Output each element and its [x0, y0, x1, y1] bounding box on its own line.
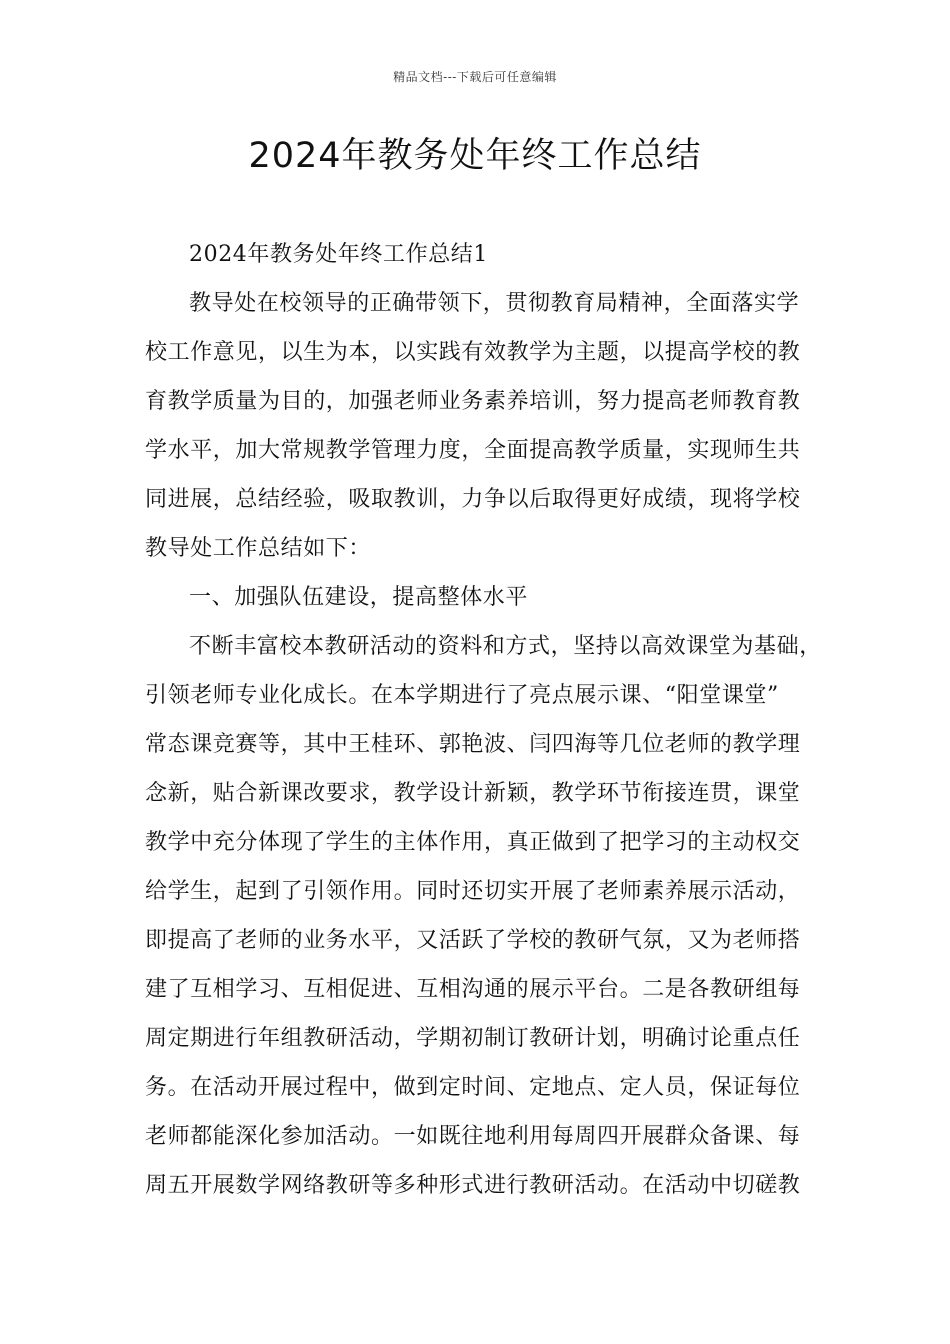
- text-line: 教学中充分体现了学生的主体作用，真正做到了把学习的主动权交: [145, 830, 801, 855]
- text-line: 给学生，起到了引领作用。同时还切实开展了老师素养展示活动，: [145, 879, 801, 904]
- text-line: 不断丰富校本教研活动的资料和方式，坚持以高效课堂为基础，: [189, 634, 822, 659]
- text-line: 务。在活动开展过程中，做到定时间、定地点、定人员，保证每位: [145, 1075, 801, 1100]
- text-line: 校工作意见，以生为本，以实践有效教学为主题，以提高学校的教: [145, 340, 801, 365]
- document-body: [145, 230, 822, 1210]
- document-title: 2024年教务处年终工作总结: [248, 136, 702, 176]
- text-line: 2024年教务处年终工作总结1: [189, 242, 488, 267]
- text-line: 引领老师专业化成长。在本学期进行了亮点展示课、“阳堂课堂”: [145, 683, 779, 708]
- text-line: 一、加强队伍建设，提高整体水平: [189, 585, 529, 610]
- text-line: 建了互相学习、互相促进、互相沟通的展示平台。二是各教研组每: [145, 977, 801, 1002]
- text-line: 念新，贴合新课改要求，教学设计新颖，教学环节衔接连贯，课堂: [145, 781, 801, 806]
- text-line: 老师都能深化参加活动。一如既往地利用每周四开展群众备课、每: [145, 1124, 801, 1149]
- text-line: 常态课竞赛等，其中王桂环、郭艳波、闫四海等几位老师的教学理: [145, 732, 801, 757]
- text-line: 周定期进行年组教研活动，学期初制订教研计划，明确讨论重点任: [145, 1026, 801, 1051]
- text-line: 学水平，加大常规教学管理力度，全面提高教学质量，实现师生共: [145, 438, 801, 463]
- header-note: 精品文档---下载后可任意编辑: [393, 70, 557, 84]
- text-line: 即提高了老师的业务水平，又活跃了学校的教研气氛，又为老师搭: [145, 928, 801, 953]
- text-line: 周五开展数学网络教研等多种形式进行教研活动。在活动中切磋教: [145, 1173, 801, 1198]
- text-line: 同进展，总结经验，吸取教训，力争以后取得更好成绩，现将学校: [145, 487, 801, 512]
- text-line: 育教学质量为目的，加强老师业务素养培训，努力提高老师教育教: [145, 389, 801, 414]
- text-line: 教导处在校领导的正确带领下，贯彻教育局精神，全面落实学: [189, 291, 800, 316]
- text-line: 教导处工作总结如下：: [145, 536, 372, 561]
